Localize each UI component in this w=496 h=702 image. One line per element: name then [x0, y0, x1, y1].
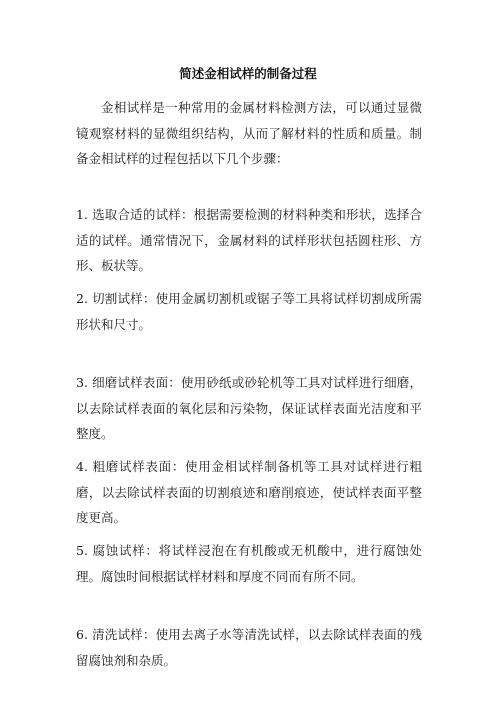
step-3-paragraph: 3. 细磨试样表面：使用砂纸或砂轮机等工具对试样进行细磨，以去除试样表面的氧化层和污染物，保证试样表面光洁度和平整度。	[76, 375, 422, 441]
step-6-paragraph: 6. 清洗试样：使用去离子水等清洗试样，以去除试样表面的残留腐蚀剂和杂质。	[76, 627, 422, 668]
step-1-paragraph: 1. 选取合适的试样：根据需要检测的材料种类和形状，选择合适的试样。通常情况下，金属材料的试样形状包括圆柱形、方形、板状等。	[76, 207, 422, 273]
step-2-paragraph: 2. 切割试样：使用金属切割机或锯子等工具将试样切割成所需形状和尺寸。	[76, 291, 422, 332]
step-5-paragraph: 5. 腐蚀试样：将试样浸泡在有机酸或无机酸中，进行腐蚀处理。腐蚀时间根据试样材料和厚度不同而有所不同。	[76, 543, 422, 584]
step-4-paragraph: 4. 粗磨试样表面：使用金相试样制备机等工具对试样进行粗磨，以去除试样表面的切割痕迹和磨削痕迹，使试样表面平整度更高。	[76, 459, 422, 525]
document-title: 简述金相试样的制备过程	[179, 66, 317, 81]
intro-paragraph: 金相试样是一种常用的金属材料检测方法，可以通过显微镜观察材料的显微组织结构，从而了解材料的性质和质量。制备金相试样的过程包括以下几个步骤：	[76, 100, 422, 166]
